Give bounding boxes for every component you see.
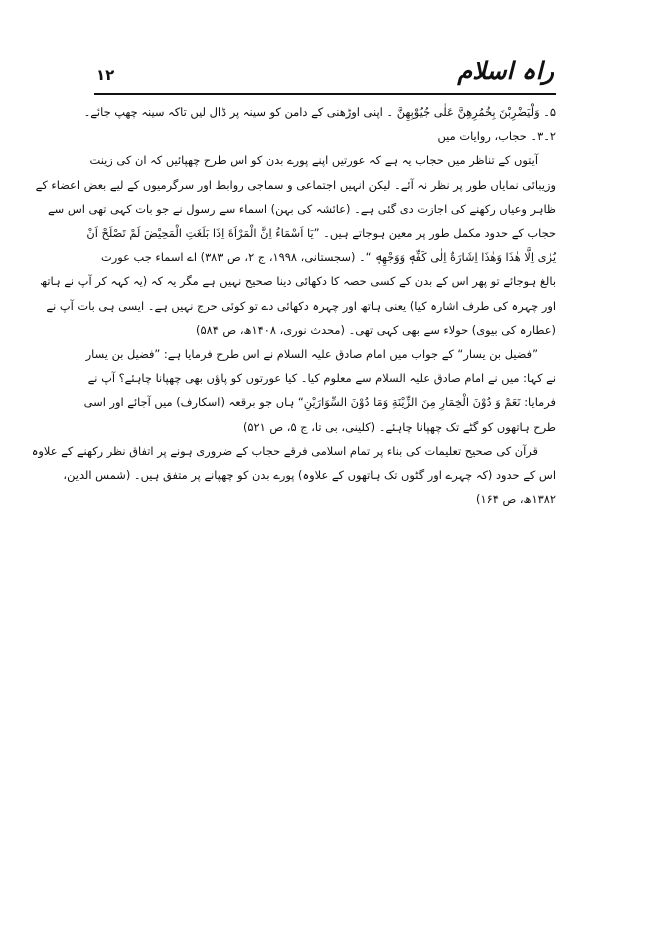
- paragraph-line: ”فضیل بن یسار“ کے جواب میں امام صادق علیہ السلام نے اس طرح فرمایا ہے: ”فضیل بن یسار: [85, 347, 538, 362]
- paragraph-line: (عطارہ کی بیوی) حولاء سے بھی کہی تھی۔ (محدث نوری، ۱۴۰۸ھ، ص ۵۸۴): [196, 322, 556, 337]
- verse-line: ۵۔ وَلْيَضْرِبْنَ بِخُمُرِهِنَّ عَلٰى جُيُوْبِهِنَّ ۔ اپنی اوڑھنی کے دامن کو سینہ پر ڈال لیں تاکہ سینہ چھپ جائے۔: [83, 105, 556, 119]
- paragraph-line: حجاب کے حدود مکمل طور پر معین ہوجاتے ہیں۔ ”يَا اَسْمَاءُ اِنَّ الْمَرْاَةَ اِذَا بَلَغَتِ الْمَحِيْضَ لَمْ تَصْلَحْ اَنْ: [86, 226, 556, 241]
- paragraph-line: اس کے حدود (کہ چہرے اور گٹوں تک ہاتھوں کے علاوہ) پورے بدن کو چھپانے پر متفق ہیں۔ (شمس الدین،: [63, 468, 556, 483]
- paragraph-line: فرمایا: نَعَمْ وَ دُوْنَ الْخِمَارِ مِنَ الزِّيْنَةِ وَمَا دُوْنَ السِّوَارَيْنِ“ ہاں جو برقعہ (اسکارف) میں آجائے اور اسی: [83, 395, 556, 410]
- body-text: [31, 100, 556, 660]
- paragraph-line: نے کہا: میں نے امام صادق علیہ السلام سے معلوم کیا۔ کیا عورتوں کو پاؤں بھی چھپانا چاہئے؟ آپ نے: [87, 371, 556, 386]
- paragraph-line: اور چہرہ کی طرف اشارہ کیا) یعنی ہاتھ اور چہرہ دکھائی دے تو کوئی حرج نہیں ہے۔ ایسی ہی بات آپ نے: [46, 298, 556, 313]
- paragraph-line: طرح ہاتھوں کو گٹے تک چھپانا چاہئے۔ (کلینی، بی تا، ج ۵، ص ۵۲۱): [242, 419, 556, 434]
- header-rule: [94, 93, 556, 95]
- paragraph-line: آیتوں کے تناظر میں حجاب یہ ہے کہ عورتیں اپنے پورے بدن کو اس طرح چھپائیں کہ ان کی زینت: [89, 153, 538, 168]
- paragraph-line: ظاہر وعیاں رکھنے کی اجازت دی گئی ہے۔ (عائشہ کی بہن) اسماء سے رسول نے جو بات کہی تھی اس سے: [47, 201, 556, 216]
- page-header: [94, 56, 556, 90]
- paragraph-line: قرآن کی صحیح تعلیمات کی بناء پر تمام اسلامی فرقے حجاب کے ضروری ہونے پر اتفاق نظر رکھنے کے علاوہ: [31, 443, 538, 458]
- page-number: ۱۲: [96, 66, 115, 84]
- book-title: راہ اسلام: [457, 56, 554, 85]
- paragraph-line: بالغ ہوجائے تو پھر اس کے بدن کے کسی حصہ کا دکھائی دینا صحیح نہیں ہے مگر یہ کہ (یہ کہہ کر آپ نے ہاتھ: [40, 274, 556, 289]
- section-heading: ۲۔۳۔ حجاب، روایات میں: [437, 129, 556, 144]
- paragraph-line: وزیبائی نمایاں طور پر نظر نہ آئے۔ لیکن انہیں اجتماعی و سماجی روابط اور سرگرمیوں کے لیے بعض اعضاء کے: [35, 177, 556, 192]
- paragraph-line: يُرٰى اِلَّا هٰذَا وَهٰذَا اِشَارَةٌ اِلٰى كَفِّهٖ وَوَجْهِهٖ “۔ (سجستانی، ۱۹۹۸، ج ۲، ص ۳۸۳) اے اسماء جب عورت: [101, 250, 556, 265]
- paragraph-line: ۱۳۸۲ھ، ص ۱۶۴): [476, 492, 556, 507]
